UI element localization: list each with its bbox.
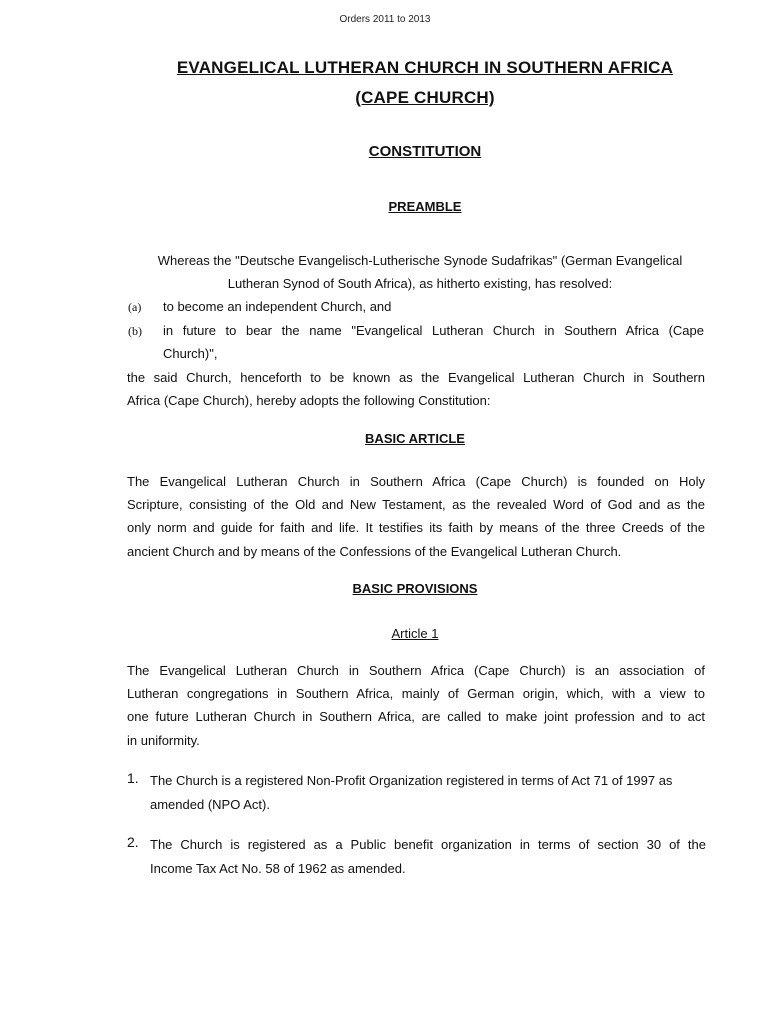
article-1-line-4: in uniformity. (127, 733, 200, 748)
numbered-item-marker-2: 2. (127, 834, 139, 850)
preamble-item-marker-a: (a) (128, 300, 142, 314)
document-title (40, 58, 770, 78)
basic-article-line-4: ancient Church and by means of the Confessions of the Evangelical Lutheran Church. (127, 544, 622, 559)
basic-article-heading-text: BASIC ARTICLE (365, 431, 465, 446)
article-1-line-2: Lutheran congregations in Southern Africa, mainly of German origin, which, with a view to (127, 686, 705, 701)
basic-article-heading (30, 431, 770, 446)
numbered-item-2-line-2: Income Tax Act No. 58 of 1962 as amended. (150, 861, 406, 876)
preamble-heading (40, 199, 770, 214)
preamble-intro-line-2: Lutheran Synod of South Africa), as hitherto existing, has resolved: (227, 276, 613, 291)
constitution-heading-text: CONSTITUTION (368, 143, 482, 160)
article-1-heading-text: Article 1 (391, 626, 439, 641)
document-title-line-2 (40, 88, 770, 108)
numbered-item-1-line-2: amended (NPO Act). (150, 797, 270, 812)
article-1-line-1: The Evangelical Lutheran Church in Southern Africa (Cape Church) is an association of (127, 663, 705, 678)
title-line-2: (CAPE CHURCH) (355, 88, 495, 107)
preamble-closing-line-1: the said Church, henceforth to be known as the Evangelical Lutheran Church in Southern (127, 370, 705, 385)
numbered-item-1-line-1: The Church is a registered Non-Profit Organization registered in terms of Act 71 of 1997 as (150, 773, 673, 788)
numbered-item-2-line-1: The Church is registered as a Public benefit organization in terms of section 30 of the (150, 837, 706, 852)
numbered-item-marker-1: 1. (127, 770, 139, 786)
title-line-1: EVANGELICAL LUTHERAN CHURCH IN SOUTHERN AFRICA (176, 58, 674, 77)
preamble-closing-line-2: Africa (Cape Church), hereby adopts the following Constitution: (127, 393, 491, 408)
basic-article-line-3: only norm and guide for faith and life. It testifies its faith by means of the three Creeds of the (127, 520, 705, 535)
article-1-line-3: one future Lutheran Church in Southern Africa, are called to make joint profession and to act (127, 709, 705, 724)
preamble-item-b-text-line-2: Church)", (163, 346, 218, 361)
preamble-intro-line-1: Whereas the "Deutsche Evangelisch-Lutherische Synode Sudafrikas" (German Evangelical (157, 253, 683, 268)
basic-article-line-1: The Evangelical Lutheran Church in Southern Africa (Cape Church) is founded on Holy (127, 474, 705, 489)
preamble-heading-text: PREAMBLE (388, 199, 462, 214)
basic-provisions-heading-text: BASIC PROVISIONS (352, 581, 478, 596)
preamble-item-marker-b: (b) (128, 324, 142, 338)
basic-provisions-heading (30, 581, 770, 596)
article-1-heading (30, 622, 770, 645)
basic-article-line-2: Scripture, consisting of the Old and New Testament, as the revealed Word of God and as the (127, 497, 705, 512)
preamble-item-a-text: to become an independent Church, and (163, 299, 392, 314)
preamble-item-b-text-line-1: in future to bear the name "Evangelical Lutheran Church in Southern Africa (Cape (163, 323, 704, 338)
constitution-heading (40, 143, 770, 160)
running-header: Orders 2011 to 2013 (339, 14, 431, 25)
